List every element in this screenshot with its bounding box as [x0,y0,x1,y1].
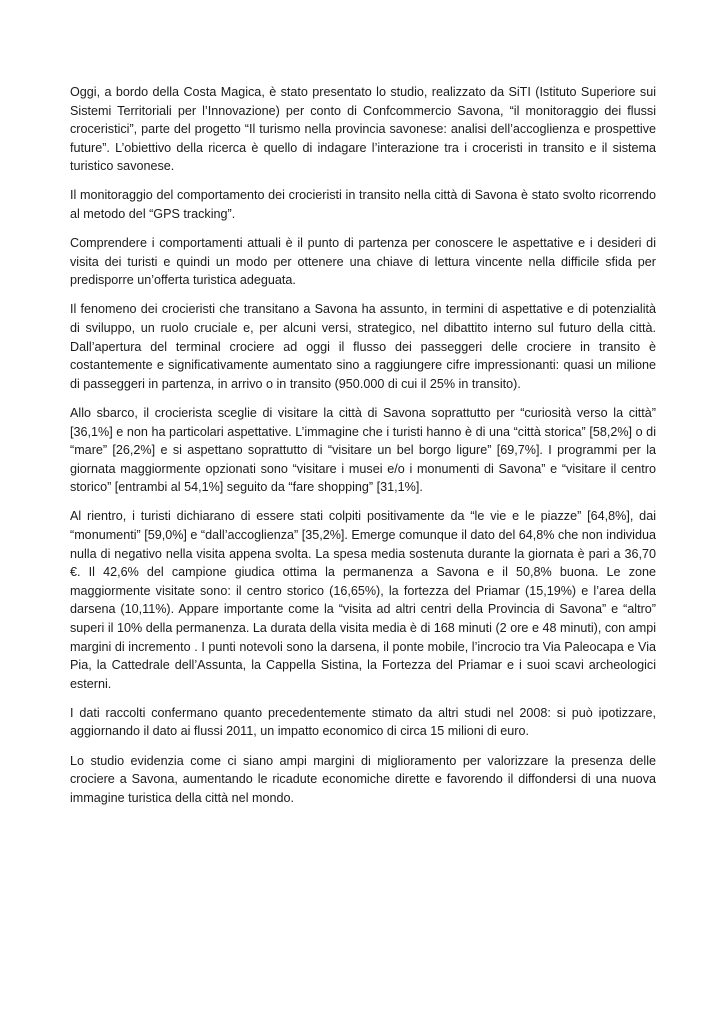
paragraph-conclusion: Lo studio evidenzia come ci siano ampi margini di miglioramento per valorizzare la presenza delle crociere a Savona, aumentando le ricadute economiche dirette e favorendo il diffondersi di una nuova immagine turistica della città nel mondo. [70,753,656,805]
paragraph-behaviour: Comprendere i comportamenti attuali è il punto di partenza per conoscere le aspettative e i desideri di visita dei turisti e quindi un modo per ottenere una chiave di lettura vincente nella difficile sfida per predisporre un’offerta turistica adeguata. [70,236,656,288]
paragraph-gps-tracking: Il monitoraggio del comportamento dei crocieristi in transito nella città di Savona è stato svolto ricorrendo al metodo del “GPS tracking”. [70,188,656,222]
paragraph-disembark: Allo sbarco, il crocierista sceglie di visitare la città di Savona soprattutto per “curiosità verso la città” [36,1%] e non ha particolari aspettative. L’immagine che i turisti hanno è di una “città storica” [58,2%] o di “mare” [26,2%] e si aspettano soprattutto di “visitare un bel borgo ligure” [69,7%]. I programmi per la giornata maggiormente opzionati sono “visitare i musei e/o i monumenti di Savona” e “visitare il centro storico” [entrambi al 54,1%] seguito da “fare shopping” [31,1%]. [70,405,656,495]
paragraph-return: Al rientro, i turisti dichiarano di essere stati colpiti positivamente da “le vie e le piazze” [64,8%], dai “monumenti” [59,0%] e “dall’accoglienza” [35,2%]. Emerge comunque il dato del 64,8% che non individua nulla di negativo nella visita appena svolta. La spesa media sostenuta durante la giornata è pari a 36,70 €. Il 42,6% del campione giudica ottima la permanenza a Savona e il 50,8% buona. Le zone maggiormente visitate sono: il centro storico (16,65%), la fortezza del Priamar (15,19%) e l’area della darsena (10,11%). Appare importante come la “visita ad altri centri della Provincia di Savona” e “altro” superi il 10% della permanenza. La durata della visita media è di 168 minuti (2 ore e 48 minuti), con ampi margini di incremento . I punti notevoli sono la darsena, il ponte mobile, l’incrocio tra Via Paleocapa e Via Pia, la Cattedrale dell’Assunta, la Cappella Sistina, la Fortezza del Priamar e i suoi scavi archeologici esterni. [70,509,656,691]
paragraph-phenomenon: Il fenomeno dei crocieristi che transitano a Savona ha assunto, in termini di aspettative e di potenzialità di sviluppo, un ruolo cruciale e, per alcuni versi, strategico, nel dibattito interno sul futuro della città. Dall’apertura del terminal crociere ad oggi il flusso dei passeggeri delle crociere in transito è costantemente e significativamente aumentato sino a raggiungere cifre impressionanti: quasi un milione di passeggeri in partenza, in arrivo o in transito (950.000 di cui il 25% in transito). [70,302,656,391]
document-body [70,83,656,807]
paragraph-intro: Oggi, a bordo della Costa Magica, è stato presentato lo studio, realizzato da SiTI (Istituto Superiore sui Sistemi Territoriali per l’Innovazione) per conto di Confcommercio Savona, “il monitoraggio dei flussi croceristici”, parte del progetto “Il turismo nella provincia savonese: analisi dell’accoglienza e prospettive future”. L’obiettivo della ricerca è quello di indagare l’interazione tra i croceristi in transito e il sistema turistico savonese. [70,85,656,174]
paragraph-economic-impact: I dati raccolti confermano quanto precedentemente stimato da altri studi nel 2008: si può ipotizzare, aggiornando il dato ai flussi 2011, un impatto economico di circa 15 milioni di euro. [70,705,656,739]
